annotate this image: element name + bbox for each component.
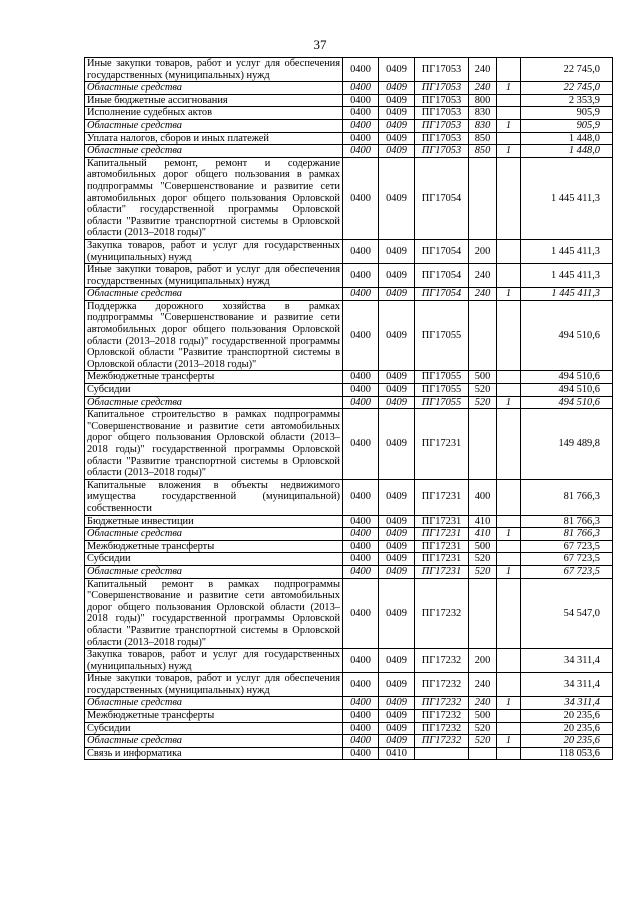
- expense-type-code: 830: [469, 107, 497, 120]
- amount: 1 445 411,3: [521, 288, 613, 301]
- subsection-code: 0409: [379, 288, 415, 301]
- funding-source-code: [497, 264, 521, 288]
- amount: 494 510,6: [521, 384, 613, 397]
- funding-source-code: 1: [497, 145, 521, 158]
- subsection-code: 0409: [379, 58, 415, 82]
- row-name: Областные средства: [85, 528, 343, 541]
- table-row-regional-funds: [85, 528, 613, 541]
- row-name: Капитальный ремонт, ремонт и содержание автомобильных дорог общего пользования в рамках подпрограммы "Совершенствование и развитие сети автомобильных дорог общего пользования Орловской области" государственной программы Орловской области "Развитие транспортной системы в Орловской области (2013–2018 годы)": [85, 157, 343, 239]
- amount: 20 235,6: [521, 710, 613, 723]
- target-article-code: ПГ17054: [415, 264, 469, 288]
- target-article-code: ПГ17053: [415, 107, 469, 120]
- amount: 2 353,9: [521, 94, 613, 107]
- section-code: 0400: [343, 747, 379, 760]
- expense-type-code: [469, 747, 497, 760]
- table-row: [85, 747, 613, 760]
- row-name: Областные средства: [85, 735, 343, 748]
- expense-type-code: 850: [469, 132, 497, 145]
- row-name: Межбюджетные трансферты: [85, 540, 343, 553]
- subsection-code: 0409: [379, 409, 415, 480]
- target-article-code: ПГ17053: [415, 94, 469, 107]
- row-name: Межбюджетные трансферты: [85, 710, 343, 723]
- funding-source-code: 1: [497, 288, 521, 301]
- section-code: 0400: [343, 540, 379, 553]
- expense-type-code: [469, 300, 497, 371]
- subsection-code: 0409: [379, 384, 415, 397]
- row-name: Иные бюджетные ассигнования: [85, 94, 343, 107]
- table-row: [85, 94, 613, 107]
- subsection-code: 0409: [379, 515, 415, 528]
- subsection-code: 0409: [379, 673, 415, 697]
- subsection-code: 0409: [379, 82, 415, 95]
- target-article-code: ПГ17054: [415, 239, 469, 263]
- section-code: 0400: [343, 710, 379, 723]
- row-name: Иные закупки товаров, работ и услуг для обеспечения государственных (муниципальных) нужд: [85, 58, 343, 82]
- row-name: Субсидии: [85, 384, 343, 397]
- target-article-code: ПГ17053: [415, 82, 469, 95]
- funding-source-code: [497, 515, 521, 528]
- funding-source-code: [497, 157, 521, 239]
- row-name: Областные средства: [85, 145, 343, 158]
- section-code: 0400: [343, 94, 379, 107]
- target-article-code: ПГ17231: [415, 565, 469, 578]
- table-row: [85, 710, 613, 723]
- section-code: 0400: [343, 145, 379, 158]
- amount: 494 510,6: [521, 371, 613, 384]
- expense-type-code: 200: [469, 649, 497, 673]
- amount: 1 448,0: [521, 132, 613, 145]
- section-code: 0400: [343, 722, 379, 735]
- table-row: [85, 515, 613, 528]
- subsection-code: 0409: [379, 710, 415, 723]
- amount: 118 053,6: [521, 747, 613, 760]
- row-name: Исполнение судебных актов: [85, 107, 343, 120]
- subsection-code: 0409: [379, 157, 415, 239]
- funding-source-code: 1: [497, 82, 521, 95]
- amount: 67 723,5: [521, 540, 613, 553]
- subsection-code: 0409: [379, 540, 415, 553]
- table-row-regional-funds: [85, 82, 613, 95]
- funding-source-code: [497, 94, 521, 107]
- section-code: 0400: [343, 735, 379, 748]
- funding-source-code: 1: [497, 697, 521, 710]
- row-name: Иные закупки товаров, работ и услуг для обеспечения государственных (муниципальных) нужд: [85, 673, 343, 697]
- target-article-code: ПГ17231: [415, 540, 469, 553]
- row-name: Областные средства: [85, 82, 343, 95]
- row-name: Закупка товаров, работ и услуг для государственных (муниципальных) нужд: [85, 649, 343, 673]
- expense-type-code: 520: [469, 396, 497, 409]
- amount: 20 235,6: [521, 735, 613, 748]
- target-article-code: ПГ17232: [415, 673, 469, 697]
- funding-source-code: 1: [497, 528, 521, 541]
- subsection-code: 0409: [379, 578, 415, 649]
- row-name: Субсидии: [85, 722, 343, 735]
- funding-source-code: [497, 409, 521, 480]
- funding-source-code: 1: [497, 396, 521, 409]
- row-name: Областные средства: [85, 697, 343, 710]
- table-row-regional-funds: [85, 565, 613, 578]
- table-row: [85, 479, 613, 515]
- expense-type-code: 500: [469, 710, 497, 723]
- amount: 1 445 411,3: [521, 264, 613, 288]
- subsection-code: 0410: [379, 747, 415, 760]
- subsection-code: 0409: [379, 735, 415, 748]
- amount: 1 445 411,3: [521, 239, 613, 263]
- table-row-regional-funds: [85, 735, 613, 748]
- amount: 905,9: [521, 119, 613, 132]
- section-code: 0400: [343, 384, 379, 397]
- amount: 149 489,8: [521, 409, 613, 480]
- funding-source-code: [497, 58, 521, 82]
- section-code: 0400: [343, 132, 379, 145]
- table-row: [85, 553, 613, 566]
- expense-type-code: 520: [469, 553, 497, 566]
- table-row-regional-funds: [85, 396, 613, 409]
- funding-source-code: [497, 371, 521, 384]
- table-row: [85, 157, 613, 239]
- subsection-code: 0409: [379, 107, 415, 120]
- amount: 54 547,0: [521, 578, 613, 649]
- section-code: 0400: [343, 396, 379, 409]
- row-name: Поддержка дорожного хозяйства в рамках подпрограммы "Совершенствование и развитие сети автомобильных дорог общего пользования Орловской области (2013–2018 годы)" государственной программы Орловской области "Развитие транспортной системы в Орловской области (2013–2018 годы)": [85, 300, 343, 371]
- funding-source-code: [497, 710, 521, 723]
- target-article-code: ПГ17054: [415, 288, 469, 301]
- table-row: [85, 673, 613, 697]
- funding-source-code: 1: [497, 119, 521, 132]
- funding-source-code: [497, 239, 521, 263]
- table-row: [85, 384, 613, 397]
- target-article-code: [415, 747, 469, 760]
- amount: 34 311,4: [521, 697, 613, 710]
- table-row-regional-funds: [85, 119, 613, 132]
- expense-type-code: 240: [469, 82, 497, 95]
- funding-source-code: [497, 300, 521, 371]
- section-code: 0400: [343, 239, 379, 263]
- subsection-code: 0409: [379, 528, 415, 541]
- target-article-code: ПГ17055: [415, 396, 469, 409]
- target-article-code: ПГ17231: [415, 528, 469, 541]
- amount: 22 745,0: [521, 82, 613, 95]
- row-name: Субсидии: [85, 553, 343, 566]
- funding-source-code: [497, 540, 521, 553]
- funding-source-code: [497, 107, 521, 120]
- table-row: [85, 722, 613, 735]
- row-name: Межбюджетные трансферты: [85, 371, 343, 384]
- section-code: 0400: [343, 565, 379, 578]
- expense-type-code: [469, 578, 497, 649]
- subsection-code: 0409: [379, 119, 415, 132]
- section-code: 0400: [343, 82, 379, 95]
- amount: 81 766,3: [521, 515, 613, 528]
- expense-type-code: 410: [469, 528, 497, 541]
- expense-type-code: 240: [469, 264, 497, 288]
- target-article-code: ПГ17232: [415, 710, 469, 723]
- table-row: [85, 540, 613, 553]
- amount: 67 723,5: [521, 565, 613, 578]
- expense-type-code: 410: [469, 515, 497, 528]
- section-code: 0400: [343, 300, 379, 371]
- funding-source-code: [497, 722, 521, 735]
- target-article-code: ПГ17055: [415, 371, 469, 384]
- subsection-code: 0409: [379, 371, 415, 384]
- table-row: [85, 649, 613, 673]
- row-name: Областные средства: [85, 288, 343, 301]
- amount: 34 311,4: [521, 649, 613, 673]
- amount: 1 448,0: [521, 145, 613, 158]
- section-code: 0400: [343, 58, 379, 82]
- subsection-code: 0409: [379, 722, 415, 735]
- target-article-code: ПГ17231: [415, 515, 469, 528]
- subsection-code: 0409: [379, 697, 415, 710]
- amount: 34 311,4: [521, 673, 613, 697]
- subsection-code: 0409: [379, 264, 415, 288]
- section-code: 0400: [343, 479, 379, 515]
- expense-type-code: 200: [469, 239, 497, 263]
- row-name: Областные средства: [85, 119, 343, 132]
- row-name: Капитальный ремонт в рамках подпрограммы "Совершенствование и развитие сети автомобильных дорог общего пользования Орловской области (2013–2018 годы)" государственной программы Орловской области "Развитие транспортной системы в Орловской области (2013–2018 годы)": [85, 578, 343, 649]
- expense-type-code: 500: [469, 540, 497, 553]
- table-row: [85, 58, 613, 82]
- expense-type-code: [469, 409, 497, 480]
- subsection-code: 0409: [379, 145, 415, 158]
- expense-type-code: 240: [469, 58, 497, 82]
- funding-source-code: [497, 747, 521, 760]
- expense-type-code: 850: [469, 145, 497, 158]
- expense-type-code: 240: [469, 288, 497, 301]
- target-article-code: ПГ17053: [415, 58, 469, 82]
- expense-type-code: [469, 157, 497, 239]
- target-article-code: ПГ17231: [415, 553, 469, 566]
- amount: 1 445 411,3: [521, 157, 613, 239]
- table-row: [85, 371, 613, 384]
- subsection-code: 0409: [379, 565, 415, 578]
- section-code: 0400: [343, 264, 379, 288]
- budget-table: [84, 57, 613, 760]
- table-row: [85, 409, 613, 480]
- table-row: [85, 107, 613, 120]
- funding-source-code: [497, 649, 521, 673]
- subsection-code: 0409: [379, 396, 415, 409]
- amount: 67 723,5: [521, 553, 613, 566]
- section-code: 0400: [343, 515, 379, 528]
- section-code: 0400: [343, 157, 379, 239]
- target-article-code: ПГ17055: [415, 300, 469, 371]
- target-article-code: ПГ17231: [415, 409, 469, 480]
- section-code: 0400: [343, 553, 379, 566]
- target-article-code: ПГ17053: [415, 119, 469, 132]
- section-code: 0400: [343, 697, 379, 710]
- expense-type-code: 240: [469, 697, 497, 710]
- table-row: [85, 578, 613, 649]
- funding-source-code: [497, 479, 521, 515]
- section-code: 0400: [343, 288, 379, 301]
- funding-source-code: 1: [497, 565, 521, 578]
- row-name: Областные средства: [85, 565, 343, 578]
- funding-source-code: [497, 384, 521, 397]
- expense-type-code: 520: [469, 735, 497, 748]
- amount: 905,9: [521, 107, 613, 120]
- row-name: Областные средства: [85, 396, 343, 409]
- row-name: Капитальное строительство в рамках подпрограммы "Совершенствование и развитие сети автомобильных дорог общего пользования Орловской области (2013–2018 годы)" государственной программы Орловской области "Развитие транспортной системы в Орловской области (2013–2018 годы)": [85, 409, 343, 480]
- target-article-code: ПГ17053: [415, 132, 469, 145]
- funding-source-code: [497, 553, 521, 566]
- section-code: 0400: [343, 649, 379, 673]
- page-number: 37: [313, 37, 327, 52]
- subsection-code: 0409: [379, 132, 415, 145]
- expense-type-code: 520: [469, 384, 497, 397]
- expense-type-code: 240: [469, 673, 497, 697]
- row-name: Капитальные вложения в объекты недвижимого имущества государственной (муниципальной) собственности: [85, 479, 343, 515]
- subsection-code: 0409: [379, 300, 415, 371]
- table-row-regional-funds: [85, 145, 613, 158]
- section-code: 0400: [343, 409, 379, 480]
- target-article-code: ПГ17232: [415, 722, 469, 735]
- table-row-regional-funds: [85, 288, 613, 301]
- section-code: 0400: [343, 119, 379, 132]
- expense-type-code: 400: [469, 479, 497, 515]
- target-article-code: ПГ17054: [415, 157, 469, 239]
- row-name: Уплата налогов, сборов и иных платежей: [85, 132, 343, 145]
- table-row: [85, 264, 613, 288]
- table-row-regional-funds: [85, 697, 613, 710]
- target-article-code: ПГ17231: [415, 479, 469, 515]
- amount: 494 510,6: [521, 396, 613, 409]
- expense-type-code: 500: [469, 371, 497, 384]
- table-row: [85, 132, 613, 145]
- target-article-code: ПГ17232: [415, 735, 469, 748]
- section-code: 0400: [343, 371, 379, 384]
- subsection-code: 0409: [379, 239, 415, 263]
- funding-source-code: [497, 578, 521, 649]
- row-name: Бюджетные инвестиции: [85, 515, 343, 528]
- target-article-code: ПГ17055: [415, 384, 469, 397]
- section-code: 0400: [343, 107, 379, 120]
- amount: 22 745,0: [521, 58, 613, 82]
- amount: 20 235,6: [521, 722, 613, 735]
- section-code: 0400: [343, 673, 379, 697]
- expense-type-code: 520: [469, 565, 497, 578]
- row-name: Связь и информатика: [85, 747, 343, 760]
- table-body: [85, 58, 613, 760]
- table-row: [85, 239, 613, 263]
- section-code: 0400: [343, 578, 379, 649]
- table-row: [85, 300, 613, 371]
- row-name: Закупка товаров, работ и услуг для государственных (муниципальных) нужд: [85, 239, 343, 263]
- target-article-code: ПГ17053: [415, 145, 469, 158]
- row-name: Иные закупки товаров, работ и услуг для обеспечения государственных (муниципальных) нужд: [85, 264, 343, 288]
- target-article-code: ПГ17232: [415, 697, 469, 710]
- amount: 494 510,6: [521, 300, 613, 371]
- subsection-code: 0409: [379, 553, 415, 566]
- target-article-code: ПГ17232: [415, 649, 469, 673]
- expense-type-code: 520: [469, 722, 497, 735]
- funding-source-code: [497, 673, 521, 697]
- section-code: 0400: [343, 528, 379, 541]
- funding-source-code: [497, 132, 521, 145]
- target-article-code: ПГ17232: [415, 578, 469, 649]
- funding-source-code: 1: [497, 735, 521, 748]
- subsection-code: 0409: [379, 649, 415, 673]
- amount: 81 766,3: [521, 528, 613, 541]
- amount: 81 766,3: [521, 479, 613, 515]
- subsection-code: 0409: [379, 479, 415, 515]
- expense-type-code: 800: [469, 94, 497, 107]
- subsection-code: 0409: [379, 94, 415, 107]
- expense-type-code: 830: [469, 119, 497, 132]
